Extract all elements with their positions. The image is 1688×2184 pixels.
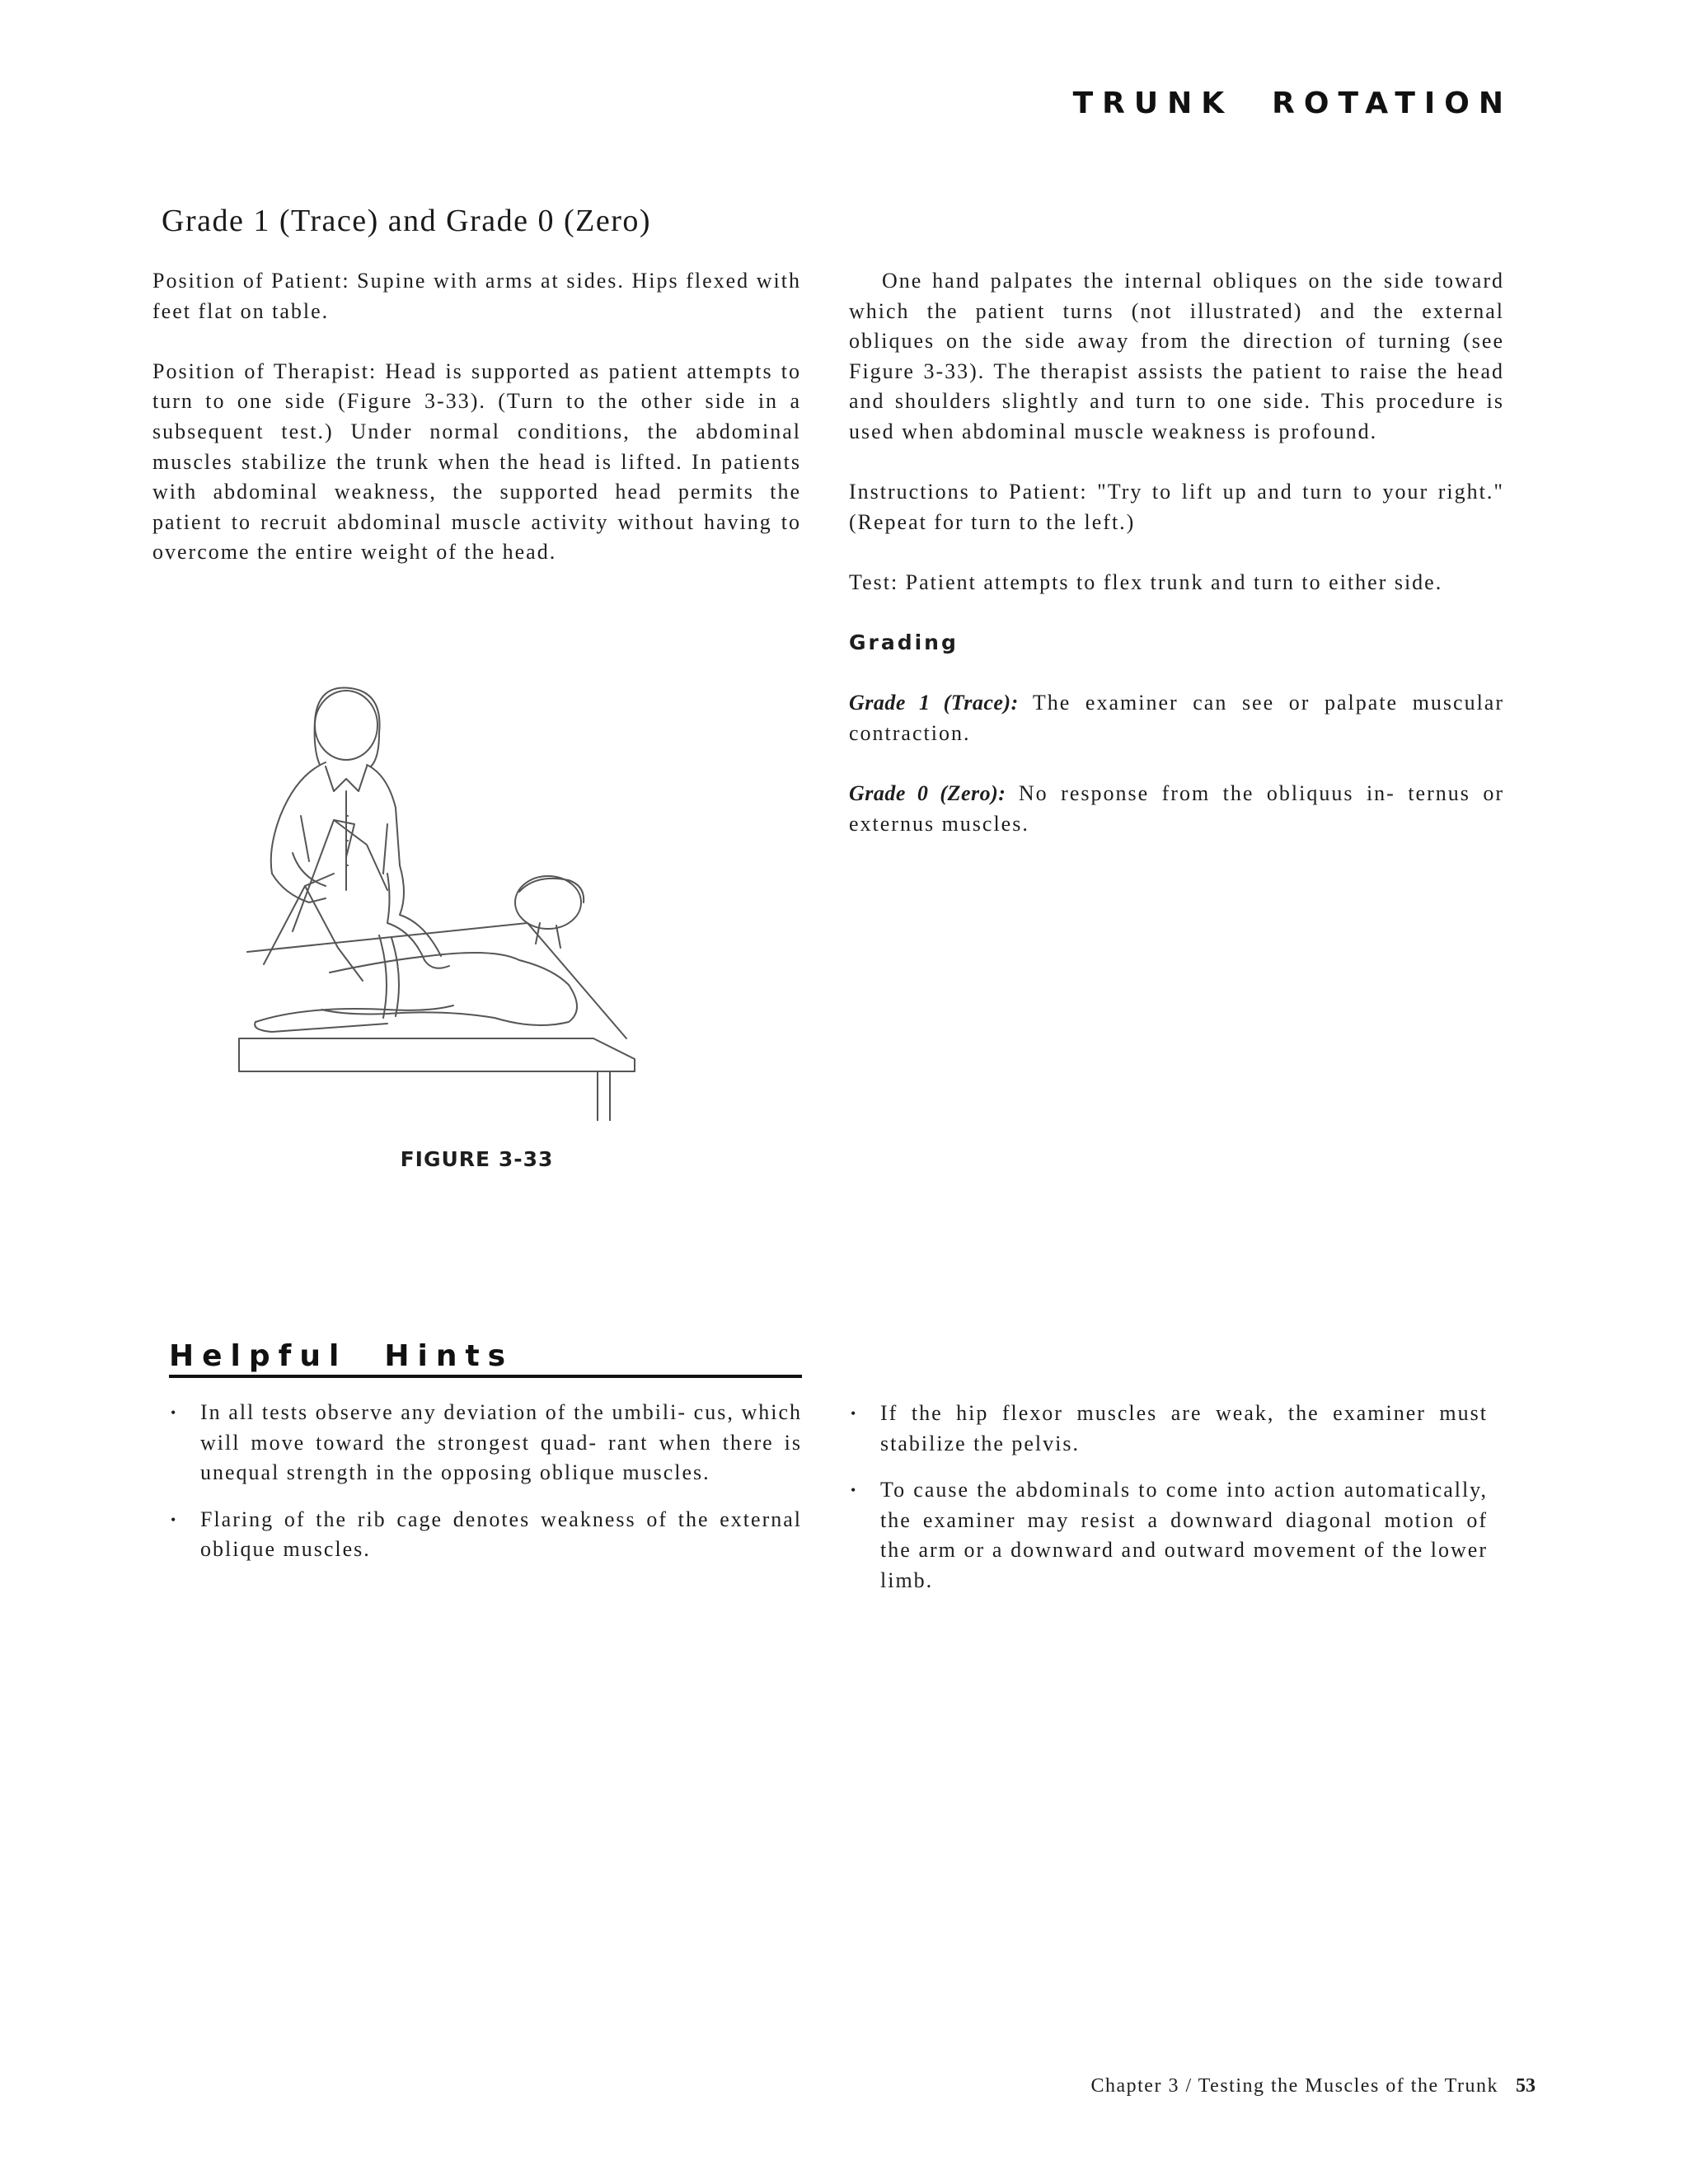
running-head: TRUNK ROTATION bbox=[1072, 87, 1512, 120]
instructions-paragraph: Instructions to Patient: "Try to lift up and turn to your right." (Repeat for turn to the left.) bbox=[849, 480, 1504, 534]
hint-item: • In all tests observe any deviation of the umbili- cus, which will move toward the strongest quad- rant when there is unequal strength in the opposing oblique muscles. bbox=[169, 1398, 802, 1488]
figure-caption: FIGURE 3-33 bbox=[400, 1147, 554, 1171]
hint-item: • If the hip flexor muscles are weak, the examiner must stabilize the pelvis. bbox=[849, 1399, 1488, 1459]
position-of-patient-paragraph: Position of Patient: Supine with arms at sides. Hips flexed with feet flat on table. bbox=[152, 269, 801, 323]
grade-0-text: No response from the obliquus in- ternus or externus muscles. bbox=[849, 781, 1504, 836]
therapist-palpating-supine-patient-icon bbox=[239, 688, 635, 1122]
grade-0-label: Grade 0 (Zero): bbox=[849, 781, 1006, 806]
page-number: 53 bbox=[1516, 2075, 1536, 2097]
grade-0-paragraph bbox=[849, 779, 1504, 839]
palpation-paragraph: One hand palpates the internal obliques on the side toward which the patient turns (not illustrated) and the external obliques on the side away from the direction of turning (see Figure 3-33). The therapist assists the patient to raise the head and shoulders slightly and turn to one side. This procedure is used when abdominal muscle weakness is profound. bbox=[849, 269, 1504, 443]
hint-item: • Flaring of the rib cage denotes weakness of the external oblique muscles. bbox=[169, 1505, 802, 1565]
grade-1-label: Grade 1 (Trace): bbox=[849, 691, 1019, 715]
grade-1-text: The examiner can see or palpate muscular contraction. bbox=[849, 691, 1504, 745]
position-of-therapist-paragraph: Position of Therapist: Head is supported as patient attempts to turn to one side (Figure 3-33). (Turn to the other side in a subsequent test.) Under normal conditions, the abdominal muscles stabilize the trunk when the head is lifted. In patients with abdominal weakness, the supported head permits the patient to recruit abdominal muscle activity without having to overcome the entire weight of the head. bbox=[152, 359, 801, 565]
helpful-hints-right-list bbox=[849, 1399, 1488, 1613]
grading-heading: Grading bbox=[849, 630, 959, 655]
hint-item: • To cause the abdominals to come into action automatically, the examiner may resist a downward diagonal motion of the arm or a downward and outward movement of the lower limb. bbox=[849, 1475, 1488, 1596]
left-column bbox=[152, 266, 801, 598]
grade-1-paragraph bbox=[849, 688, 1504, 748]
figure-3-33-illustration bbox=[223, 676, 717, 1121]
helpful-hints-heading: Helpful Hints bbox=[169, 1338, 802, 1378]
helpful-hints-left-list bbox=[169, 1398, 802, 1582]
footer-chapter: Chapter 3 / Testing the Muscles of the Trunk bbox=[1090, 2075, 1498, 2097]
section-title: Grade 1 (Trace) and Grade 0 (Zero) bbox=[162, 204, 652, 238]
right-column bbox=[849, 266, 1504, 869]
test-paragraph: Test: Patient attempts to flex trunk and turn to either side. bbox=[849, 569, 1443, 594]
